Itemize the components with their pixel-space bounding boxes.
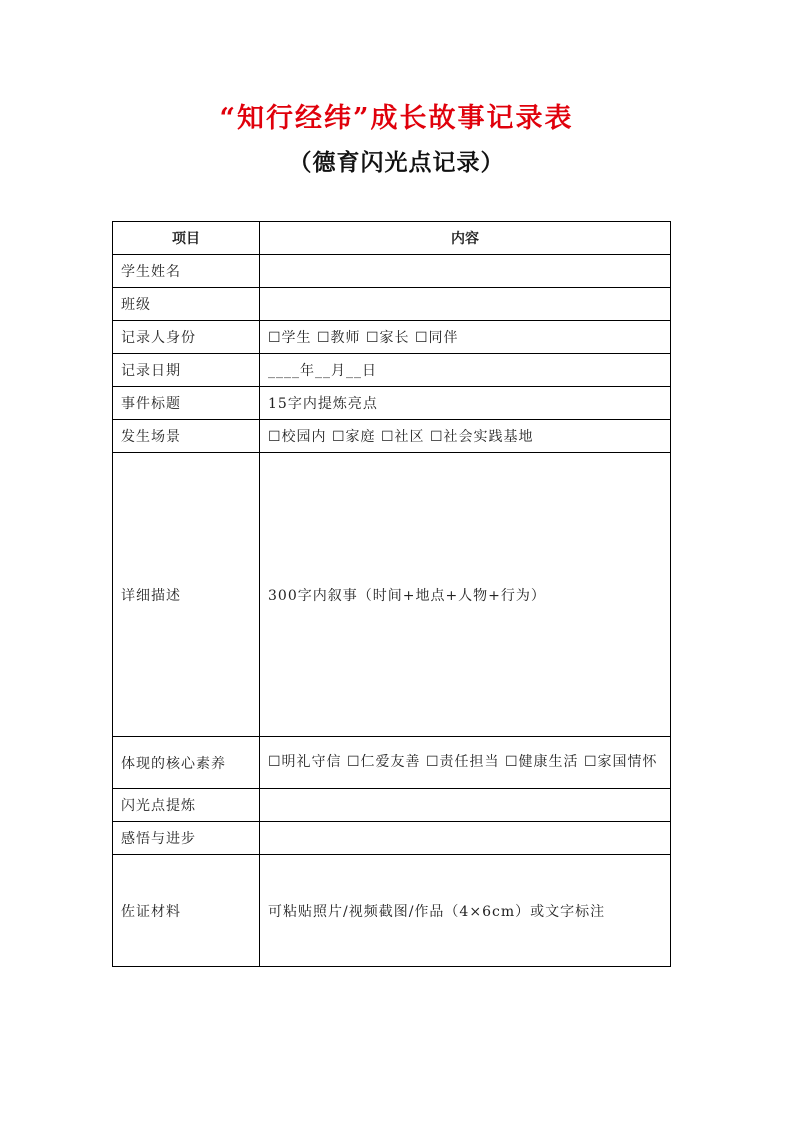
field-core-values[interactable]: ☐明礼守信 ☐仁爱友善 ☐责任担当 ☐健康生活 ☐家国情怀 [260, 737, 671, 789]
header-item: 项目 [113, 222, 260, 255]
row-recorder-role [113, 321, 671, 354]
label-student-name: 学生姓名 [113, 255, 260, 288]
label-record-date: 记录日期 [113, 354, 260, 387]
table-header-row [113, 222, 671, 255]
row-reflection [113, 822, 671, 855]
document-title: “知行经纬”成长故事记录表 [219, 103, 574, 134]
field-highlight[interactable] [260, 789, 671, 822]
field-scene[interactable]: ☐校园内 ☐家庭 ☐社区 ☐社会实践基地 [260, 420, 671, 453]
field-evidence[interactable]: 可粘贴照片/视频截图/作品（4×6cm）或文字标注 [260, 855, 671, 967]
row-highlight [113, 789, 671, 822]
label-core-values: 体现的核心素养 [113, 737, 260, 789]
label-description: 详细描述 [113, 453, 260, 737]
document-subtitle: （德育闪光点记录） [288, 149, 505, 176]
field-record-date[interactable]: ____年__月__日 [260, 354, 671, 387]
header-content: 内容 [260, 222, 671, 255]
field-event-title[interactable]: 15字内提炼亮点 [260, 387, 671, 420]
field-class[interactable] [260, 288, 671, 321]
row-student-name [113, 255, 671, 288]
label-recorder-role: 记录人身份 [113, 321, 260, 354]
field-description[interactable]: 300字内叙事（时间+地点+人物+行为） [260, 453, 671, 737]
field-reflection[interactable] [260, 822, 671, 855]
row-evidence [113, 855, 671, 967]
field-recorder-role[interactable]: ☐学生 ☐教师 ☐家长 ☐同伴 [260, 321, 671, 354]
label-event-title: 事件标题 [113, 387, 260, 420]
record-form-table [112, 221, 671, 967]
row-scene [113, 420, 671, 453]
row-description [113, 453, 671, 737]
field-student-name[interactable] [260, 255, 671, 288]
label-scene: 发生场景 [113, 420, 260, 453]
label-highlight: 闪光点提炼 [113, 789, 260, 822]
label-evidence: 佐证材料 [113, 855, 260, 967]
row-class [113, 288, 671, 321]
row-event-title [113, 387, 671, 420]
label-class: 班级 [113, 288, 260, 321]
row-record-date [113, 354, 671, 387]
row-core-values [113, 737, 671, 789]
label-reflection: 感悟与进步 [113, 822, 260, 855]
